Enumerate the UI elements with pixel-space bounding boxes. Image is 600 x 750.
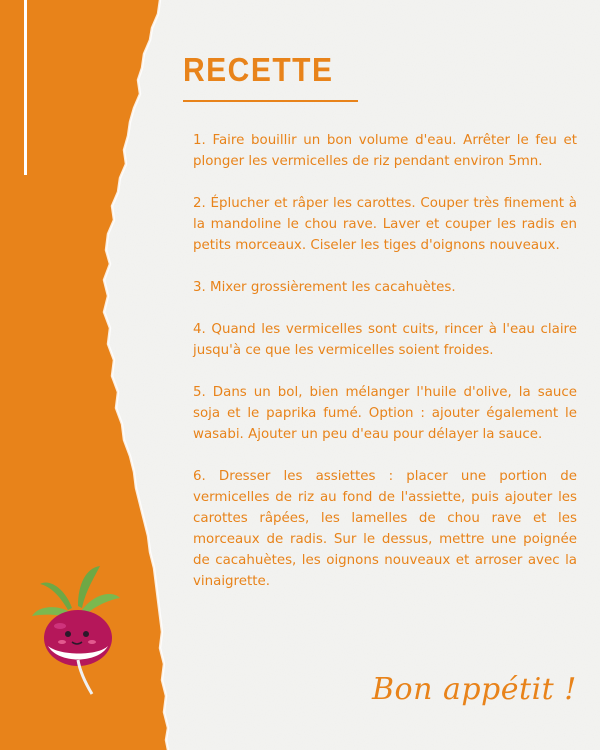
recipe-step: 3. Mixer grossièrement les cacahuètes. — [193, 280, 456, 295]
recipe-steps — [193, 130, 577, 613]
recipe-step: 6. Dresser les assiettes : placer une portion de vermicelles de riz au fond de l'assiette, puis ajouter les carottes râpées, les lamelles de chou rave et les morceaux de radis. Sur le dessus, mettre une poignée de cacahuètes, les oignons nouveaux et arroser avec la vinaigrette. — [193, 469, 577, 589]
radish-leaf — [40, 582, 72, 610]
recipe-step: 2. Éplucher et râper les carottes. Couper très finement à la mandoline le chou rave. Laver et couper les radis en petits morceaux. Ciseler les tiges d'oignons nouveaux. — [193, 196, 577, 253]
radish-highlight — [54, 623, 66, 629]
radish-eye — [65, 631, 71, 637]
radish-cheek — [88, 640, 96, 644]
radish-cheek — [58, 640, 66, 644]
radish-leaf — [82, 594, 120, 614]
recipe-step: 5. Dans un bol, bien mélanger l'huile d'olive, la sauce soja et le paprika fumé. Option : ajouter également le wasabi. Ajouter un peu d'eau pour délayer la sauce. — [193, 385, 577, 442]
page-title: RECETTE — [183, 52, 334, 89]
radish-icon — [20, 560, 130, 700]
signature: Bon appétit ! — [372, 672, 577, 707]
radish-eye — [83, 631, 89, 637]
title-underline — [183, 100, 358, 102]
decorative-vertical-line — [24, 0, 27, 175]
recipe-step: 1. Faire bouillir un bon volume d'eau. Arrêter le feu et plonger les vermicelles de riz pendant environ 5mn. — [193, 133, 577, 169]
recipe-step: 4. Quand les vermicelles sont cuits, rincer à l'eau claire jusqu'à ce que les vermicelles soient froides. — [193, 322, 577, 358]
